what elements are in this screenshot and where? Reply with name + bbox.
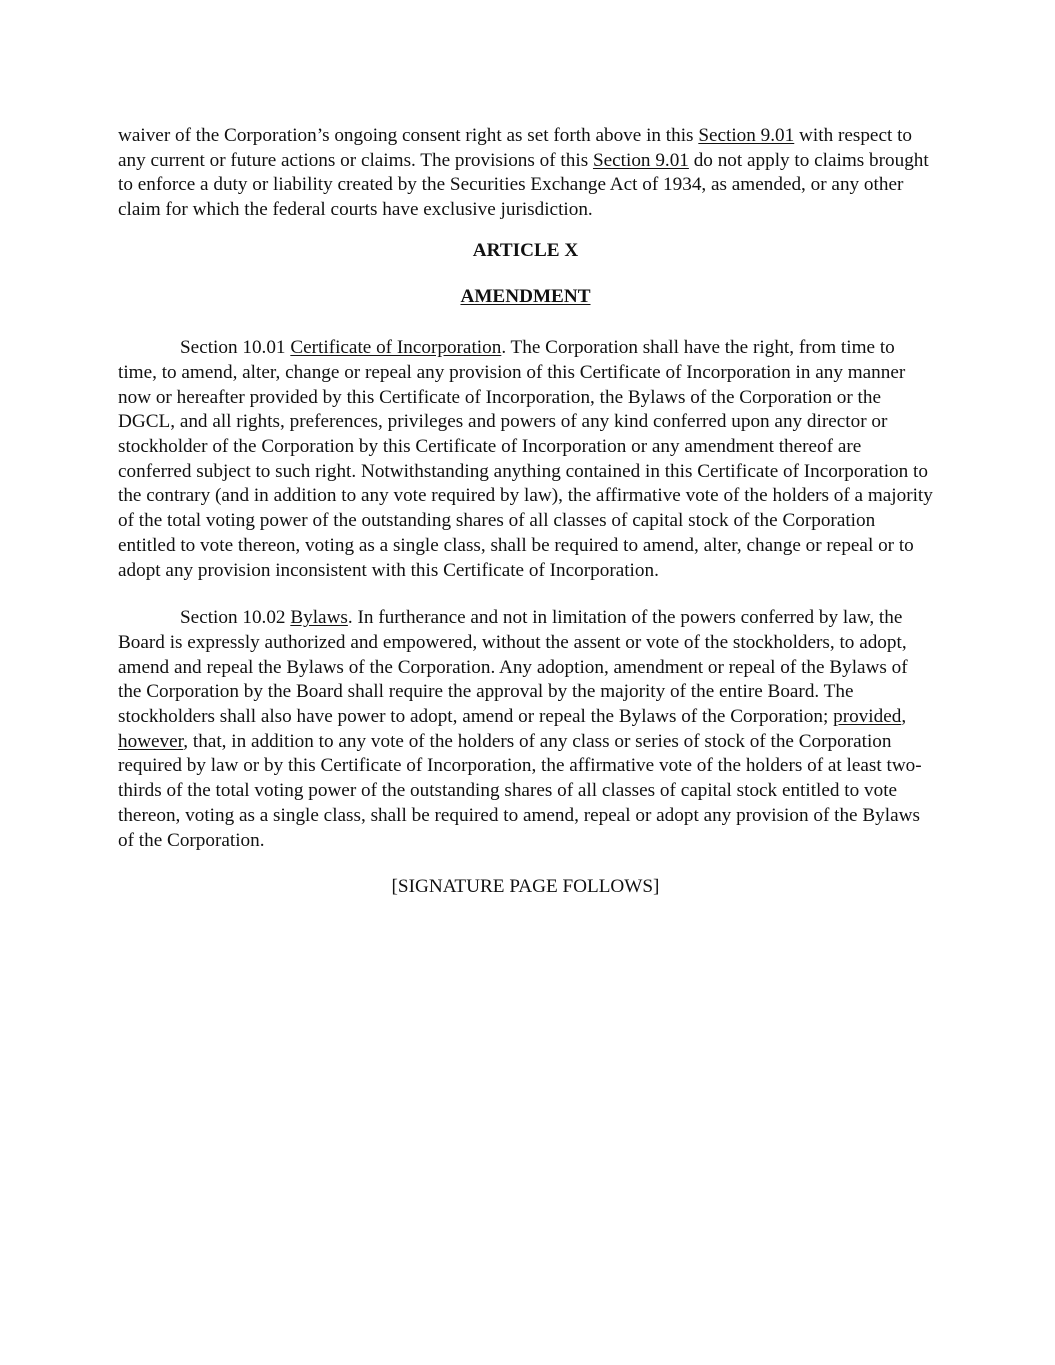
signature-page-note: [SIGNATURE PAGE FOLLOWS] — [391, 876, 660, 898]
document-page — [118, 124, 933, 900]
section-heading: Certificate of Incorporation — [290, 337, 502, 359]
section-number: Section 10.02 — [180, 607, 291, 629]
section-10-01-paragraph — [118, 336, 933, 583]
intro-text-1: waiver of the Corporation’s ongoing consent right as set forth above in this — [118, 125, 699, 146]
section-body-part-1: . In furtherance and not in limitation of the powers conferred by law, the Board is expressly authorized and empowered, without the assent or vote of the stockholders, to adopt, amend and repeal the Bylaws of the Corporation. Any adoption, amendment or repeal of the Bylaws of the Corporation by the Board shall require the approval by the majority of the entire Board. The stockholders shall also have power to adopt, amend or repeal the Bylaws of the Corporation; — [118, 607, 908, 728]
section-10-02-paragraph — [118, 606, 933, 853]
section-number: Section 10.01 — [180, 337, 291, 359]
section-heading: Bylaws — [290, 607, 348, 629]
however-term: however — [118, 730, 184, 752]
section-9-01-reference: Section 9.01 — [698, 125, 795, 146]
provided-term: provided — [833, 706, 902, 728]
section-body-part-2: , that, in addition to any vote of the holders of any class or series of stock of the Corporation required by law or by this Certificate of Incorporation, the affirmative vote of the holders of at least two-thirds of the total voting power of the outstanding shares of all classes of capital stock entitled to vote thereon, voting as a single class, shall be required to amend, repeal or adopt any provision of the Bylaws of the Corporation. — [118, 730, 922, 851]
comma-separator: , — [901, 706, 907, 728]
section-body: . The Corporation shall have the right, from time to time, to amend, alter, change or repeal any provision of this Certificate of Incorporation in any manner now or hereafter provided by this Certificate of Incorporation, the Bylaws of the Corporation or the DGCL, and all rights, preferences, privileges and powers of any kind conferred upon any director or stockholder of the Corporation by this Certificate of Incorporation or any amendment thereof are conferred subject to such right. Notwithstanding anything contained in this Certificate of Incorporation to the contrary (and in addition to any vote required by law), the affirmative vote of the holders of a majority of the total voting power of the outstanding shares of all classes of capital stock of the Corporation entitled to vote thereon, voting as a single class, shall be required to amend, alter, change or repeal or to adopt any provision inconsistent with this Certificate of Incorporation. — [118, 337, 933, 581]
article-title-text: AMENDMENT — [460, 285, 591, 307]
intro-text-2: with respect to any current or future actions or claims. The provisions of this — [118, 125, 913, 171]
article-title — [118, 285, 933, 310]
section-9-01-reference: Section 9.01 — [592, 149, 689, 171]
intro-text-3: do not apply to claims brought to enforce a duty or liability created by the Securities Exchange Act of 1934, as amended, or any other claim for which the federal courts have exclusive jurisdiction. — [118, 149, 929, 221]
intro-paragraph — [118, 124, 933, 223]
article-number: ARTICLE X — [472, 239, 579, 261]
